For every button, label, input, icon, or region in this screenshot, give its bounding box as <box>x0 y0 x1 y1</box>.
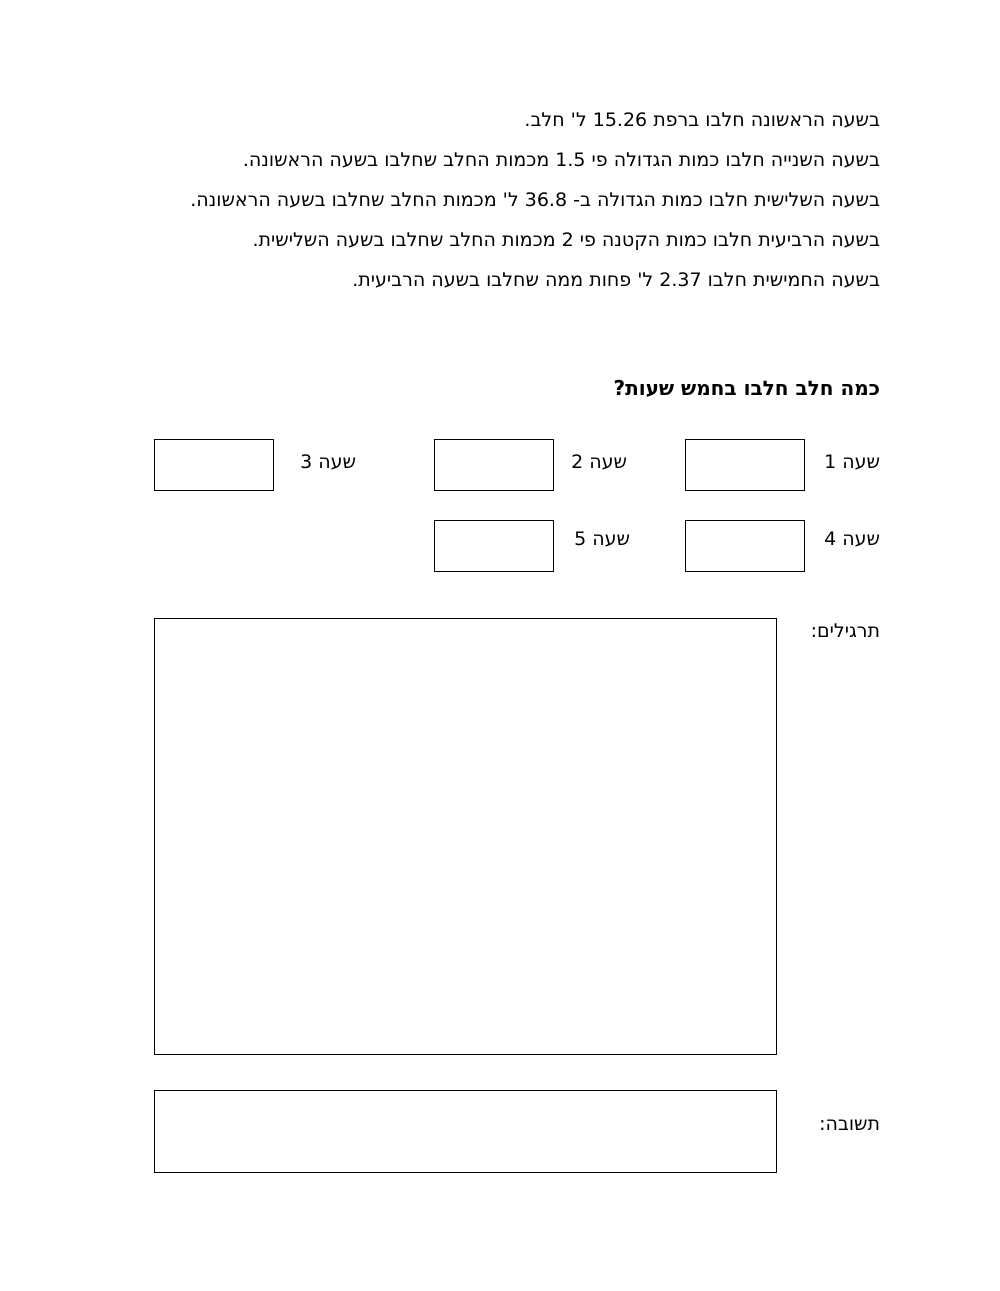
hour-1-answer-box[interactable] <box>685 439 805 491</box>
hour-5-label: שעה 5 <box>574 528 630 550</box>
problem-line-5: בשעה החמישית חלבו 2.37 ל' פחות ממה שחלבו בשעה הרביעית. <box>352 269 880 291</box>
question-text: כמה חלב חלבו בחמש שעות? <box>613 376 880 400</box>
problem-line-2: בשעה השנייה חלבו כמות הגדולה פי 1.5 מכמות החלב שחלבו בשעה הראשונה. <box>242 149 880 171</box>
hour-4-label: שעה 4 <box>824 528 880 550</box>
hour-1-label: שעה 1 <box>824 451 880 473</box>
hour-2-answer-box[interactable] <box>434 439 554 491</box>
problem-line-4: בשעה הרביעית חלבו כמות הקטנה פי 2 מכמות החלב שחלבו בשעה השלישית. <box>252 229 880 251</box>
word-problem <box>120 100 880 300</box>
answer-box[interactable] <box>154 1090 777 1173</box>
hour-3-answer-box[interactable] <box>154 439 274 491</box>
hour-5-answer-box[interactable] <box>434 520 554 572</box>
problem-line-3: בשעה השלישית חלבו כמות הגדולה ב- 36.8 ל' מכמות החלב שחלבו בשעה הראשונה. <box>190 189 880 211</box>
hour-4-answer-box[interactable] <box>685 520 805 572</box>
answer-label: תשובה: <box>819 1113 880 1135</box>
exercises-box[interactable] <box>154 618 777 1055</box>
hour-2-label: שעה 2 <box>571 451 627 473</box>
problem-line-1: בשעה הראשונה חלבו ברפת 15.26 ל' חלב. <box>524 109 880 131</box>
exercises-label: תרגילים: <box>810 620 880 642</box>
hour-3-label: שעה 3 <box>300 451 356 473</box>
